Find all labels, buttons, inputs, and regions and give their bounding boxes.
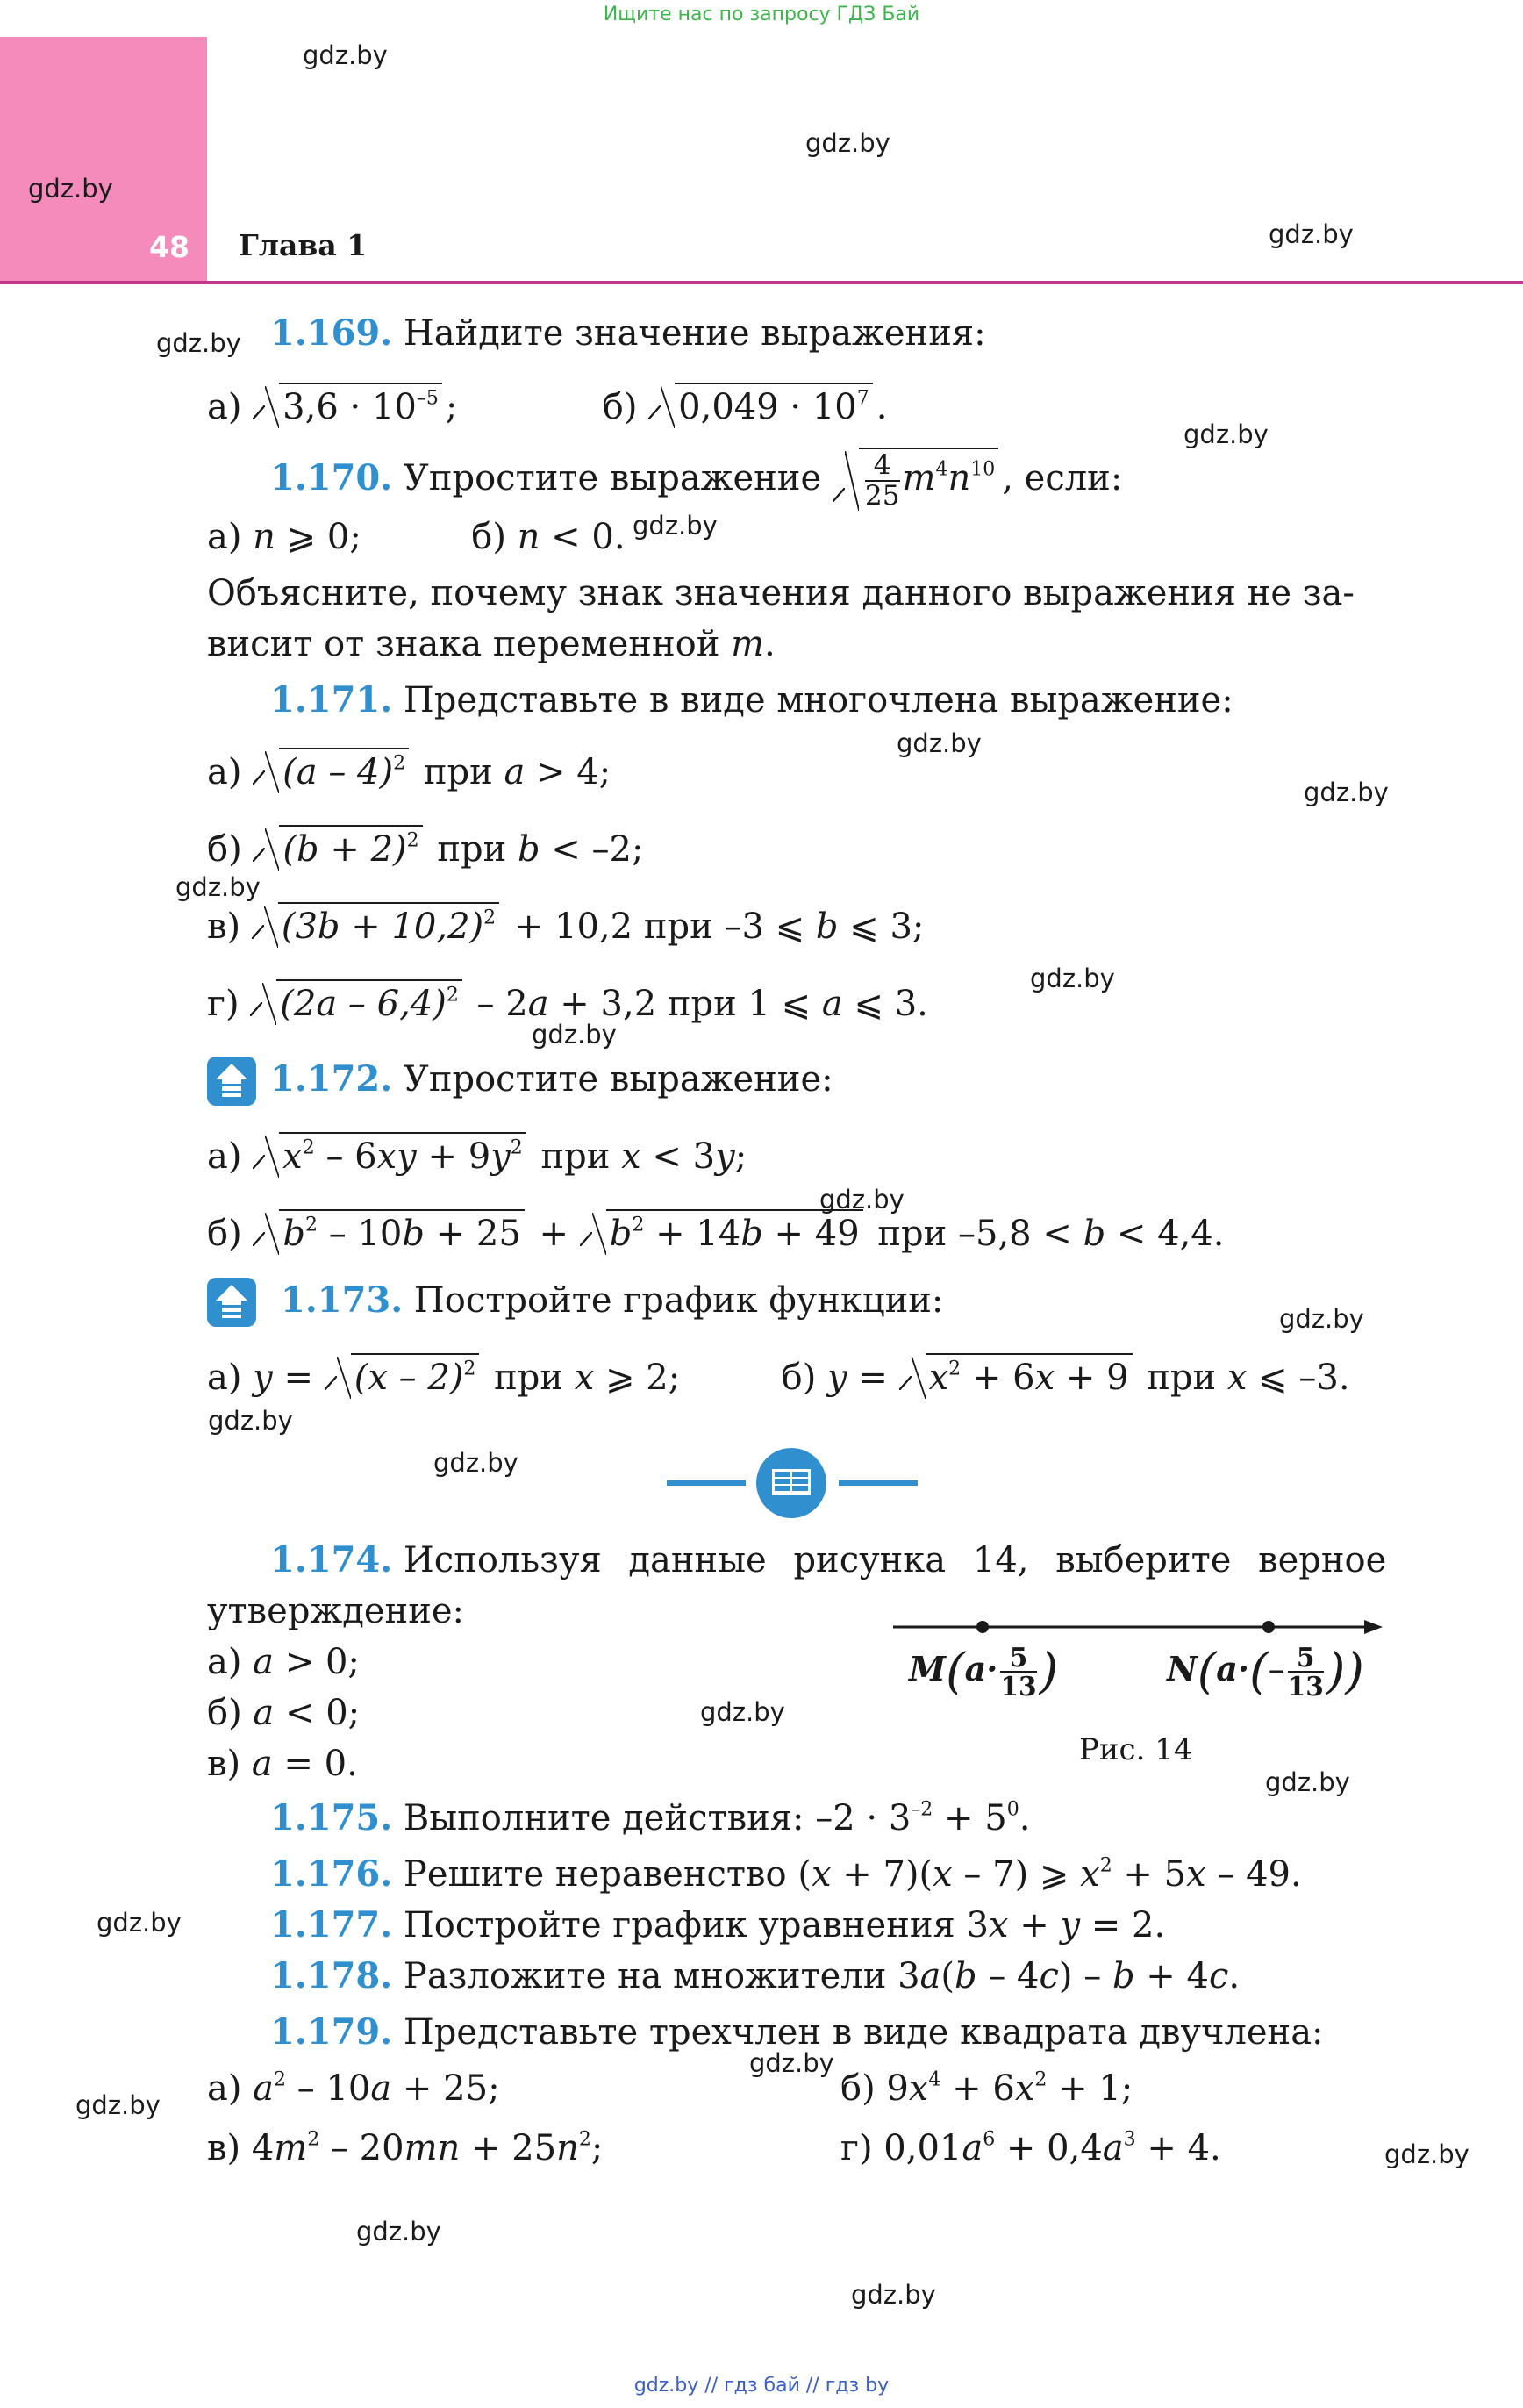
watermark: gdz.by bbox=[1279, 1304, 1364, 1334]
problem-1-169-heading bbox=[270, 312, 986, 355]
problem-number: 1.172. bbox=[270, 1058, 393, 1100]
problem-text: Найдите значение выражения: bbox=[403, 313, 986, 354]
problem-number: 1.175. bbox=[270, 1797, 393, 1838]
problem-number: 1.171. bbox=[270, 679, 393, 720]
sqrt-expression: $b^2 + 14b + 49$ bbox=[580, 1209, 863, 1255]
divider-line bbox=[839, 1480, 918, 1486]
label-point-n: N(a·(– $\frac{5}{13}$ )) bbox=[1167, 1642, 1364, 1702]
problem-number: 1.173. bbox=[281, 1279, 404, 1321]
option-label: а) bbox=[207, 387, 242, 427]
watermark: gdz.by bbox=[897, 728, 982, 758]
problem-1-170-explain-1: Объясните, почему знак значения данного выражения не за- bbox=[207, 573, 1355, 613]
problem-1-174-text-2: утверждение: bbox=[207, 1591, 465, 1631]
problem-1-173-options: а) y = (x – 2)$^2$ при x ⩾ 2; б) $y = x^2 + 6x + 9$ при x ⩽ –3. bbox=[207, 1353, 1350, 1399]
sqrt-expression: $(3b + 10,2)^2$ bbox=[252, 902, 499, 948]
problem-text: Постройте график функции: bbox=[413, 1280, 944, 1321]
problem-number: 1.169. bbox=[270, 312, 393, 354]
problem-1-172-b: б) $b^2 - 10b + 25 + b^2 + 14b + 49$ при –5,8 < b < 4,4. bbox=[207, 1209, 1224, 1255]
sqrt-expression: (2a – 6,4)$^2$ bbox=[250, 979, 462, 1025]
problem-1-174-a: а) a > 0; bbox=[207, 1642, 360, 1682]
problem-1-173-heading bbox=[281, 1279, 943, 1322]
watermark: gdz.by bbox=[532, 1020, 617, 1050]
watermark: gdz.by bbox=[356, 2217, 441, 2247]
problem-1-171-c: в) $(3b + 10,2)^2 + 10,2$ при –3 ⩽ b ⩽ 3; bbox=[207, 902, 924, 948]
problem-1-172-heading bbox=[270, 1058, 833, 1100]
problem-text: Используя данные рисунка 14, выберите верное bbox=[403, 1540, 1387, 1580]
option-label: б) bbox=[602, 387, 638, 427]
sqrt-expression: $3,6 \cdot 10^{-5}$ bbox=[253, 383, 442, 428]
problem-1-179-c: в) $4m^2 - 20mn + 25n^2$; bbox=[207, 2128, 604, 2168]
header-rule bbox=[0, 281, 1523, 284]
chapter-title: Глава 1 bbox=[239, 228, 368, 262]
advanced-level-icon bbox=[207, 1057, 256, 1106]
watermark: gdz.by bbox=[1304, 778, 1389, 807]
advanced-level-icon bbox=[207, 1278, 256, 1327]
sqrt-expression: $\frac{4}{25}$ $m^4n^{10}$ bbox=[833, 448, 998, 511]
problem-text: Упростите выражение bbox=[403, 457, 822, 498]
sqrt-expression: $0,049 \cdot 10^7$ bbox=[648, 383, 873, 428]
watermark: gdz.by bbox=[75, 2090, 161, 2120]
sqrt-expression: (a – 4)$^2$ bbox=[253, 748, 409, 793]
problem-1-174-b: б) a < 0; bbox=[207, 1693, 361, 1733]
problem-number: 1.177. bbox=[270, 1904, 393, 1946]
watermark: gdz.by bbox=[1030, 964, 1115, 993]
sqrt-expression: (x – 2)$^2$ bbox=[325, 1353, 480, 1399]
watermark: gdz.by bbox=[175, 872, 261, 902]
watermark: gdz.by bbox=[97, 1908, 182, 1938]
watermark: gdz.by bbox=[749, 2048, 834, 2078]
watermark: gdz.by bbox=[805, 128, 890, 158]
problem-1-174-heading bbox=[270, 1539, 1386, 1581]
problem-1-170-options: а) n ⩾ 0; б) n < 0. bbox=[207, 517, 626, 557]
problem-1-176: 1.176. Решите неравенство (x + 7)(x – 7) ⩾ $x^2 + 5x - 49$. bbox=[270, 1853, 1302, 1895]
problem-1-170-explain-2: висит от знака переменной m. bbox=[207, 624, 776, 664]
watermark: gdz.by bbox=[700, 1697, 785, 1727]
book-icon bbox=[756, 1448, 826, 1518]
watermark: gdz.by bbox=[156, 328, 241, 358]
problem-1-179-d: г) $0,01a^6 + 0,4a^3 + 4$. bbox=[840, 2128, 1221, 2168]
watermark: gdz.by bbox=[1384, 2139, 1469, 2169]
label-point-m: M(a· $\frac{5}{13}$ ) bbox=[909, 1642, 1059, 1702]
top-advert[interactable]: Ищите нас по запросу ГДЗ Бай bbox=[603, 4, 920, 25]
page-number: 48 bbox=[149, 230, 189, 264]
problem-text: Упростите выражение: bbox=[403, 1059, 833, 1100]
problem-number: 1.179. bbox=[270, 2011, 393, 2053]
number-line-figure bbox=[886, 1606, 1384, 1641]
sqrt-expression: $(b + 2)^2$ bbox=[253, 825, 422, 871]
point-n bbox=[1262, 1621, 1275, 1633]
problem-number: 1.170. bbox=[270, 456, 393, 498]
problem-1-169-options: а) $3,6 \cdot 10^{-5}$ ; б) $0,049 \cdot 10^7$ . bbox=[207, 383, 887, 428]
watermark: gdz.by bbox=[633, 511, 718, 541]
figure-caption: Рис. 14 bbox=[1079, 1732, 1193, 1767]
problem-1-179-a: а) $a^2 - 10a + 25$; bbox=[207, 2068, 500, 2109]
problem-1-179-b: б) $9x^4 + 6x^2 + 1$; bbox=[840, 2068, 1133, 2109]
problem-1-171-d: г) (2a – 6,4)$^2$ – 2a + 3,2 при 1 ⩽ a ⩽ 3. bbox=[207, 979, 928, 1025]
watermark: gdz.by bbox=[819, 1185, 905, 1215]
sqrt-expression: $x^2 - 6xy + 9y^2$ bbox=[253, 1132, 526, 1178]
watermark: gdz.by bbox=[1183, 419, 1269, 449]
problem-1-170-heading: 1.170. Упростите выражение $\frac{4}{25}$ $m^4n^{10}$ , если: bbox=[270, 449, 1123, 512]
problem-number: 1.174. bbox=[270, 1539, 393, 1580]
problem-text: Представьте трехчлен в виде квадрата двучлена: bbox=[403, 2012, 1324, 2053]
watermark: gdz.by bbox=[433, 1448, 518, 1478]
problem-text: Представьте в виде многочлена выражение: bbox=[403, 680, 1233, 720]
problem-1-171-heading bbox=[270, 679, 1233, 721]
problem-1-175: 1.175. Выполните действия: $-2 \cdot 3^{-2} + 5^0$. bbox=[270, 1797, 1031, 1838]
watermark: gdz.by bbox=[1269, 219, 1354, 249]
axis-arrow bbox=[1364, 1620, 1383, 1634]
problem-number: 1.176. bbox=[270, 1853, 393, 1895]
problem-number: 1.178. bbox=[270, 1955, 393, 1996]
problem-1-171-a: а) (a – 4)$^2$ при a > 4; bbox=[207, 748, 611, 793]
divider-line bbox=[667, 1480, 746, 1486]
problem-1-174-c: в) a = 0. bbox=[207, 1744, 358, 1784]
problem-1-177: 1.177. Постройте график уравнения 3x + y = 2. bbox=[270, 1904, 1166, 1946]
watermark: gdz.by bbox=[1265, 1767, 1350, 1797]
bottom-advert[interactable]: gdz.by // гдз бай // гдз by bbox=[633, 2375, 890, 2397]
watermark: gdz.by bbox=[303, 40, 388, 70]
watermark: gdz.by bbox=[208, 1406, 293, 1436]
point-m bbox=[976, 1621, 989, 1633]
problem-1-179-heading bbox=[270, 2011, 1324, 2053]
watermark: gdz.by bbox=[28, 174, 113, 204]
problem-1-171-b: б) $(b + 2)^2$ при b < –2; bbox=[207, 825, 643, 871]
sqrt-expression: $b^2 - 10b + 25$ bbox=[253, 1209, 524, 1255]
watermark: gdz.by bbox=[851, 2280, 936, 2310]
problem-1-172-a: а) $x^2 - 6xy + 9y^2$ при x < 3y; bbox=[207, 1132, 747, 1178]
problem-1-178: 1.178. Разложите на множители 3a(b – 4c) – b + 4c. bbox=[270, 1955, 1241, 1996]
sqrt-expression: $x^2 + 6x + 9$ bbox=[899, 1353, 1133, 1399]
